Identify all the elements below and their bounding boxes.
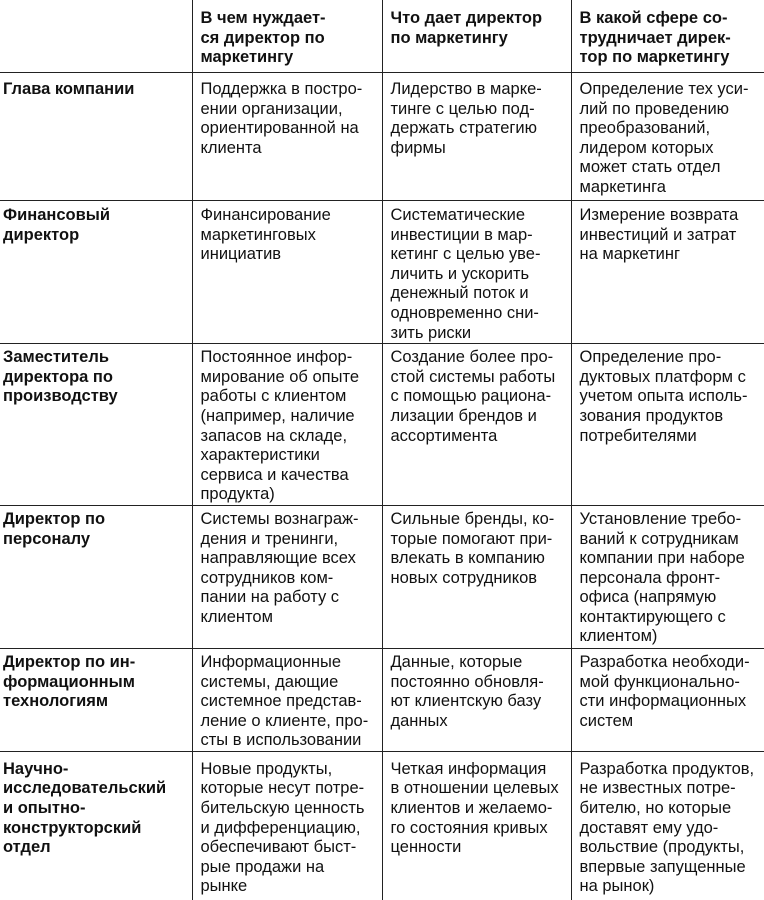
row-sphere: Определение про- дуктовых платформ с учетом опыта исполь- зования продуктов потребителями (571, 344, 764, 506)
row-sphere: Установление требо- ваний к сотрудникам компании при наборе персонала фронт- офиса (напрямую контактирующего с клиентом) (571, 505, 764, 648)
row-role: Директор по персоналу (0, 505, 192, 648)
row-role: Научно- исследовательский и опытно- конструкторский отдел (3, 759, 167, 857)
table-row (0, 751, 764, 900)
header-row (0, 0, 764, 73)
row-needs: Информационные системы, дающие системное представ- ление о клиенте, про- сты в использовании (192, 648, 382, 751)
table-row (0, 505, 764, 648)
row-role: Заместитель директора по производству (0, 344, 192, 506)
row-needs: Финансирование маркетинговых инициатив (192, 201, 382, 344)
row-needs: Системы вознаграж- дения и тренинги, направляющие всех сотрудников ком- пании на работу с клиентом (192, 505, 382, 648)
row-needs: Поддержка в постро- ении организации, ориентированной на клиента (192, 73, 382, 201)
row-sphere: Измерение возврата инвестиций и затрат на маркетинг (571, 201, 764, 344)
row-needs: Постоянное инфор- мирование об опыте работы с клиентом (например, наличие запасов на складе, характеристики сервиса и качества продукта) (192, 344, 382, 506)
table-row (0, 648, 764, 751)
row-gives: Четкая информация в отношении целевых клиентов и желаемо- го состояния кривых ценности (382, 751, 571, 900)
header-sphere: В какой сфере со- трудничает дирек- тор по маркетингу (571, 0, 764, 73)
table-row (0, 344, 764, 506)
row-role: Глава компании (0, 73, 192, 201)
row-gives: Лидерство в марке- тинге с целью под- держать стратегию фирмы (382, 73, 571, 201)
row-sphere: Определение тех уси- лий по проведению преобразований, лидером которых может стать отдел маркетинга (571, 73, 764, 201)
row-gives: Создание более про- стой системы работы с помощью рациона- лизации брендов и ассортимента (382, 344, 571, 506)
header-corner (0, 0, 192, 73)
row-sphere: Разработка продуктов, не известных потре- бителю, но которые доставят ему удо- вольствие (продукты, впервые запущенные на рынок) (571, 751, 764, 900)
row-sphere: Разработка необходи- мой функционально- сти информационных систем (571, 648, 764, 751)
row-role: Директор по ин- формационным технологиям (0, 648, 192, 751)
row-gives: Систематические инвестиции в мар- кетинг с целью уве- личить и ускорить денежный поток и одновременно сни- зить риски (382, 201, 571, 344)
row-role: Финансовый директор (0, 201, 192, 344)
row-needs: Новые продукты, которые несут потре- бительскую ценность и дифференциацию, обеспечивают быст- рые продажи на рынке (192, 751, 382, 900)
row-gives: Сильные бренды, ко- торые помогают при- влекать в компанию новых сотрудников (382, 505, 571, 648)
table-row (0, 73, 764, 201)
row-gives: Данные, которые постоянно обновля- ют клиентскую базу данных (382, 648, 571, 751)
table-row (0, 201, 764, 344)
header-gives: Что дает директор по маркетингу (382, 0, 571, 73)
header-needs: В чем нуждает- ся директор по маркетингу (192, 0, 382, 73)
